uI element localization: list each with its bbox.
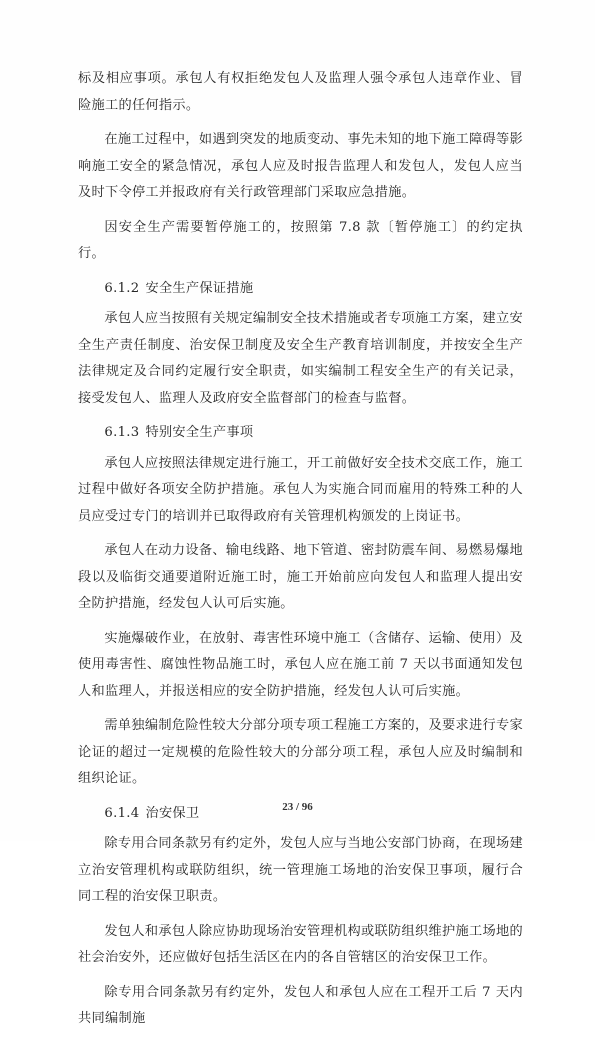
paragraph-emergency: 在施工过程中，如遇到突发的地质变动、事先未知的地下施工障碍等影响施工安全的紧急情况，承包人应及时报告监理人和发包人，发包人应当及时下令停工并报政府有关行政管理部门采取应急措施。: [78, 132, 523, 200]
section-heading-6-1-2: [78, 276, 523, 303]
section-number: 6.1.3: [104, 425, 140, 440]
paragraph-security-duty: 发包人和承包人除应协助现场治安管理机构或联防组织维护施工场地的社会治安外，还应做好包括生活区在内的各自管辖区的治安保卫工作。: [78, 923, 523, 965]
paragraph-safety-measures: 承包人应当按照有关规定编制安全技术措施或者专项施工方案，建立安全生产责任制度、治安保卫制度及安全生产教育培训制度，并按安全生产法律规定及合同约定履行安全职责，如实编制工程安全生产的有关记录，接受发包人、监理人及政府安全监督部门的检查与监督。: [78, 311, 523, 406]
section-title: 治安保卫: [145, 805, 200, 821]
page-number: 23 / 96: [282, 801, 313, 813]
paragraph-construction-law: 承包人应按照法律规定进行施工，开工前做好安全技术交底工作，施工过程中做好各项安全防护措施。承包人为实施合同而雇用的特殊工种的人员应受过专门的培训并已取得政府有关管理机构颁发的上岗证书。: [78, 455, 523, 524]
section-number: 6.1.4: [104, 805, 140, 821]
paragraph-special-plan: 需单独编制危险性较大分部分项专项工程施工方案的，及要求进行专家论证的超过一定规模的危险性较大的分部分项工程，承包人应及时编制和组织论证。: [78, 718, 523, 786]
paragraph-suspension: 因安全生产需要暂停施工的，按照第 7.8 款〔暂停施工〕的约定执行。: [78, 219, 523, 261]
section-title: 安全生产保证措施: [145, 280, 254, 296]
paragraph-security-org: 除专用合同条款另有约定外，发包人应与当地公安部门协商，在现场建立治安管理机构或联防组织，统一管理施工场地的治安保卫事项，履行合同工程的治安保卫职责。: [78, 836, 523, 904]
section-heading-6-1-3: [78, 420, 523, 447]
section-title: 特别安全生产事项: [145, 425, 254, 440]
paragraph-power-equipment: 承包人在动力设备、输电线路、地下管道、密封防震车间、易燃易爆地段以及临街交通要道附近施工时，施工开始前应向发包人和监理人提出安全防护措施，经发包人认可后实施。: [78, 543, 523, 611]
document-body: [78, 66, 523, 1041]
section-number: 6.1.2: [104, 280, 140, 296]
paragraph-continuation: 标及相应事项。承包人有权拒绝发包人及监理人强令承包人违章作业、冒险施工的任何指示。: [78, 71, 523, 113]
paragraph-security-plan: 除专用合同条款另有约定外，发包人和承包人应在工程开工后 7 天内共同编制施: [78, 984, 523, 1026]
paragraph-blasting: 实施爆破作业，在放射、毒害性环境中施工（含储存、运输、使用）及使用毒害性、腐蚀性物品施工时，承包人应在施工前 7 天以书面通知发包人和监理人，并报送相应的安全防护措施，经发包人认可后实施。: [78, 630, 523, 699]
